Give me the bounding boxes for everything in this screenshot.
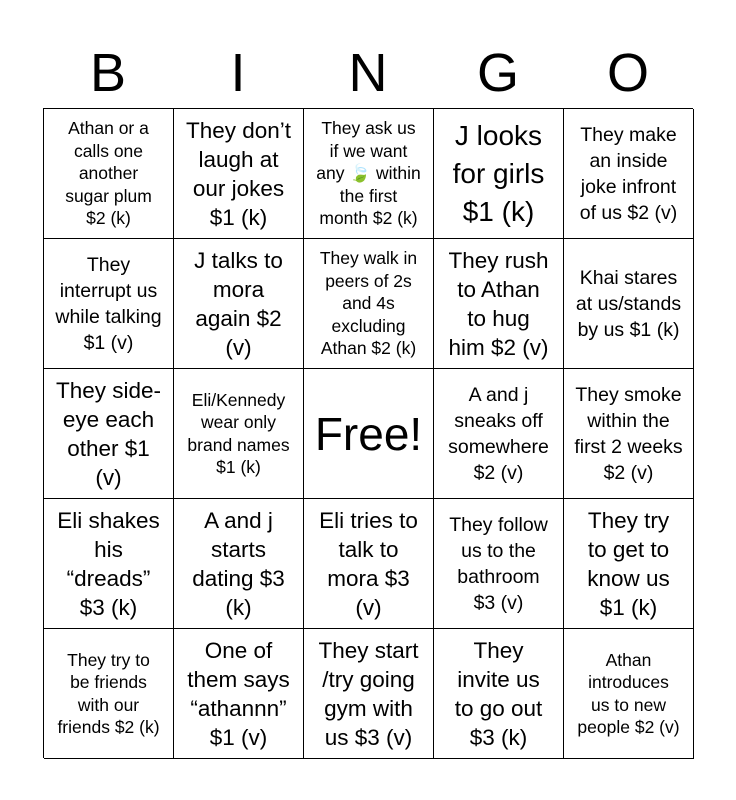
cell-text: They rush to Athan to hug him $2 (v) [448, 247, 549, 360]
bingo-header [43, 42, 693, 104]
header-letter-b: B [89, 43, 127, 103]
bingo-cell-r4-c1[interactable] [44, 499, 174, 629]
cell-text: A and j starts dating $3 (k) [192, 507, 285, 620]
cell-text: One of them says “athannn” $1 (v) [187, 637, 290, 750]
cell-text: They ask us if we want any 🍃 within the first month $2 (k) [316, 118, 421, 229]
bingo-cell-r3-c5[interactable] [564, 369, 694, 499]
header-letter-i: I [230, 43, 246, 103]
bingo-cell-r1-c4[interactable] [434, 109, 564, 239]
bingo-board [43, 108, 693, 758]
bingo-cell-r2-c5[interactable] [564, 239, 694, 369]
cell-text: A and j sneaks off somewhere $2 (v) [448, 383, 549, 484]
cell-text: Eli shakes his “dreads” $3 (k) [57, 507, 160, 620]
bingo-cell-r5-c1[interactable] [44, 629, 174, 759]
cell-text: Eli/Kennedy wear only brand names $1 (k) [187, 389, 290, 477]
bingo-cell-r3-c1[interactable] [44, 369, 174, 499]
bingo-cell-r3-c4[interactable] [434, 369, 564, 499]
bingo-cell-r2-c3[interactable] [304, 239, 434, 369]
bingo-cell-r1-c1[interactable] [44, 109, 174, 239]
cell-text: They start /try going gym with us $3 (v) [318, 637, 419, 750]
cell-text: Athan introduces us to new people $2 (v) [577, 649, 680, 737]
header-letter-n: N [348, 43, 388, 103]
header-letter-g: G [476, 43, 519, 103]
free-space-cell[interactable] [304, 369, 434, 499]
bingo-cell-r1-c2[interactable] [174, 109, 304, 239]
cell-text: Eli tries to talk to mora $3 (v) [319, 507, 418, 620]
cell-text: They try to get to know us $1 (k) [587, 507, 670, 620]
cell-text: J talks to mora again $2 (v) [194, 247, 283, 360]
bingo-cell-r2-c2[interactable] [174, 239, 304, 369]
cell-text: They follow us to the bathroom $3 (v) [449, 513, 548, 614]
cell-text: They side- eye each other $1 (v) [55, 377, 162, 490]
cell-text: They smoke within the first 2 weeks $2 (v) [574, 383, 683, 484]
bingo-cell-r5-c5[interactable] [564, 629, 694, 759]
bingo-cell-r4-c3[interactable] [304, 499, 434, 629]
cell-text: They make an inside joke infront of us $2 (v) [579, 123, 678, 224]
bingo-cell-r2-c4[interactable] [434, 239, 564, 369]
free-space-label: Free! [314, 407, 423, 460]
bingo-cell-r3-c2[interactable] [174, 369, 304, 499]
cell-text: They walk in peers of 2s and 4s excluding Athan $2 (k) [319, 248, 418, 359]
cell-text: Athan or a calls one another sugar plum $2 (k) [65, 118, 152, 229]
header-letter-o: O [606, 43, 649, 103]
cell-text: They don’t laugh at our jokes $1 (k) [185, 117, 292, 230]
cell-text: J looks for girls $1 (k) [452, 119, 545, 227]
bingo-cell-r1-c5[interactable] [564, 109, 694, 239]
cell-text: They interrupt us while talking $1 (v) [55, 253, 162, 354]
bingo-cell-r1-c3[interactable] [304, 109, 434, 239]
bingo-cell-r5-c2[interactable] [174, 629, 304, 759]
bingo-cell-r4-c2[interactable] [174, 499, 304, 629]
bingo-cell-r5-c4[interactable] [434, 629, 564, 759]
cell-text: They invite us to go out $3 (k) [454, 637, 543, 750]
bingo-cell-r5-c3[interactable] [304, 629, 434, 759]
cell-text: They try to be friends with our friends $2 (k) [57, 649, 160, 737]
bingo-cell-r2-c1[interactable] [44, 239, 174, 369]
cell-text: Khai stares at us/stands by us $1 (k) [575, 266, 682, 341]
bingo-cell-r4-c4[interactable] [434, 499, 564, 629]
bingo-cell-r4-c5[interactable] [564, 499, 694, 629]
